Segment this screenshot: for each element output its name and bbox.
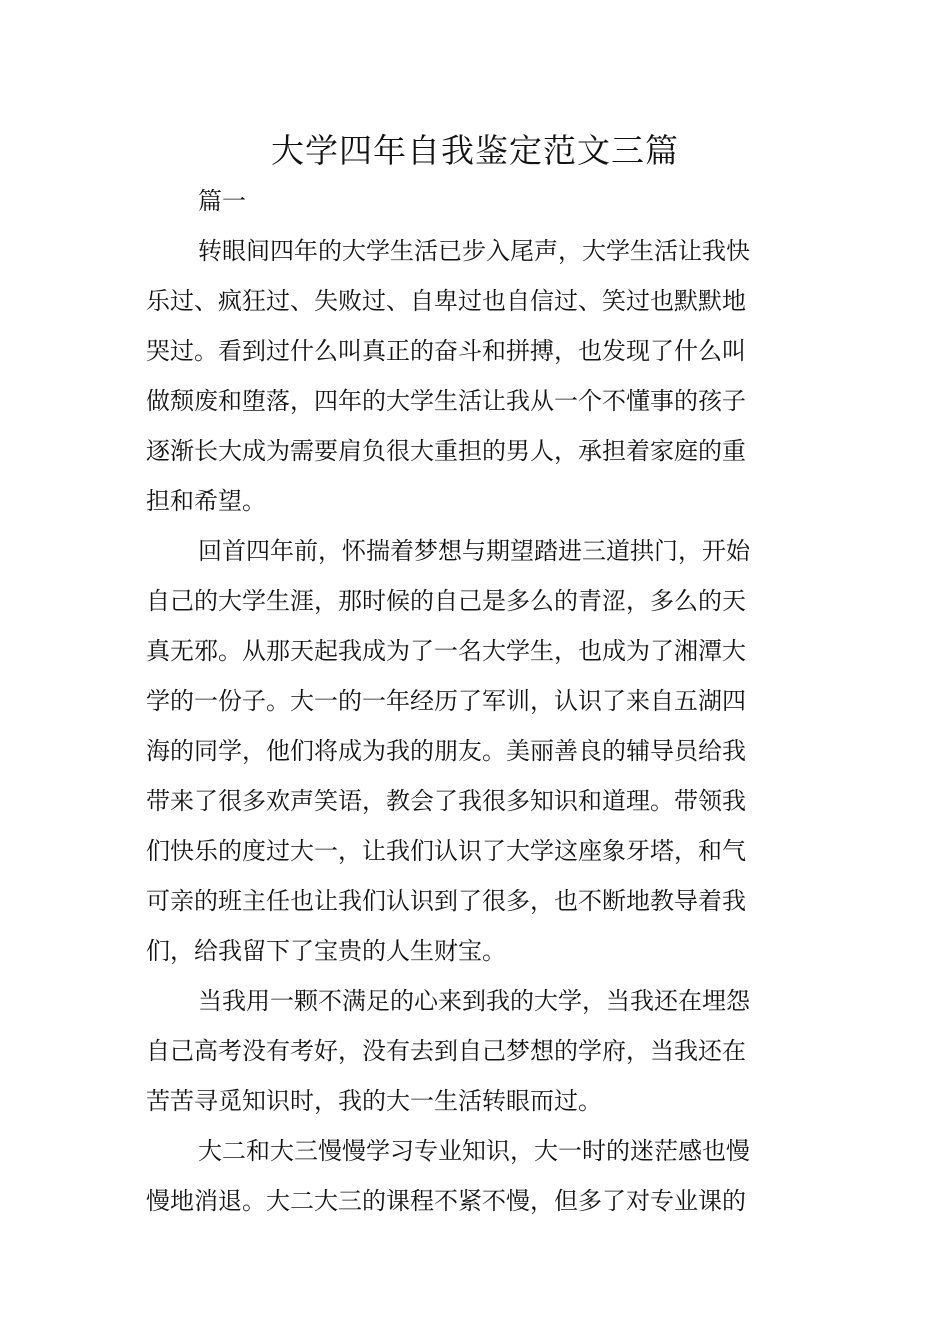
text-line: 乐过、疯狂过、失败过、自卑过也自信过、笑过也默默地	[146, 287, 746, 315]
section-label: 篇一	[198, 187, 246, 215]
text-line: 当我用一颗不满足的心来到我的大学，当我还在埋怨	[198, 987, 750, 1015]
text-line: 可亲的班主任也让我们认识到了很多，也不断地教导着我	[146, 887, 746, 915]
paragraph-2	[146, 526, 808, 976]
text-line: 做颓废和堕落，四年的大学生活让我从一个不懂事的孩子	[146, 387, 746, 415]
text-line: 回首四年前，怀揣着梦想与期望踏进三道拱门，开始	[198, 537, 750, 565]
text-line: 哭过。看到过什么叫真正的奋斗和拼搏，也发现了什么叫	[146, 337, 746, 365]
text-line: 带来了很多欢声笑语，教会了我很多知识和道理。带领我	[146, 787, 746, 815]
text-line: 大二和大三慢慢学习专业知识，大一时的迷茫感也慢	[198, 1137, 750, 1165]
text-line: 慢地消退。大二大三的课程不紧不慢，但多了对专业课的	[146, 1187, 746, 1215]
document-title: 大学四年自我鉴定范文三篇	[271, 131, 679, 170]
paragraph-1	[146, 226, 808, 526]
text-line: 真无邪。从那天起我成为了一名大学生，也成为了湘潭大	[146, 637, 746, 665]
text-line: 自己的大学生涯，那时候的自己是多么的青涩，多么的天	[146, 587, 746, 615]
text-line: 逐渐长大成为需要肩负很大重担的男人，承担着家庭的重	[146, 437, 746, 465]
text-line: 转眼间四年的大学生活已步入尾声，大学生活让我快	[198, 237, 750, 265]
text-line: 们，给我留下了宝贵的人生财宝。	[146, 937, 506, 965]
text-line: 们快乐的度过大一，让我们认识了大学这座象牙塔，和气	[146, 837, 746, 865]
text-line: 担和希望。	[146, 487, 266, 515]
paragraph-4	[146, 1126, 808, 1226]
text-line: 苦苦寻觅知识时，我的大一生活转眼而过。	[146, 1087, 602, 1115]
text-line: 学的一份子。大一的一年经历了军训，认识了来自五湖四	[146, 687, 746, 715]
text-line: 海的同学，他们将成为我的朋友。美丽善良的辅导员给我	[146, 737, 746, 765]
paragraph-3	[146, 976, 808, 1126]
text-line: 自己高考没有考好，没有去到自己梦想的学府，当我还在	[146, 1037, 746, 1065]
document-body	[146, 176, 808, 1226]
